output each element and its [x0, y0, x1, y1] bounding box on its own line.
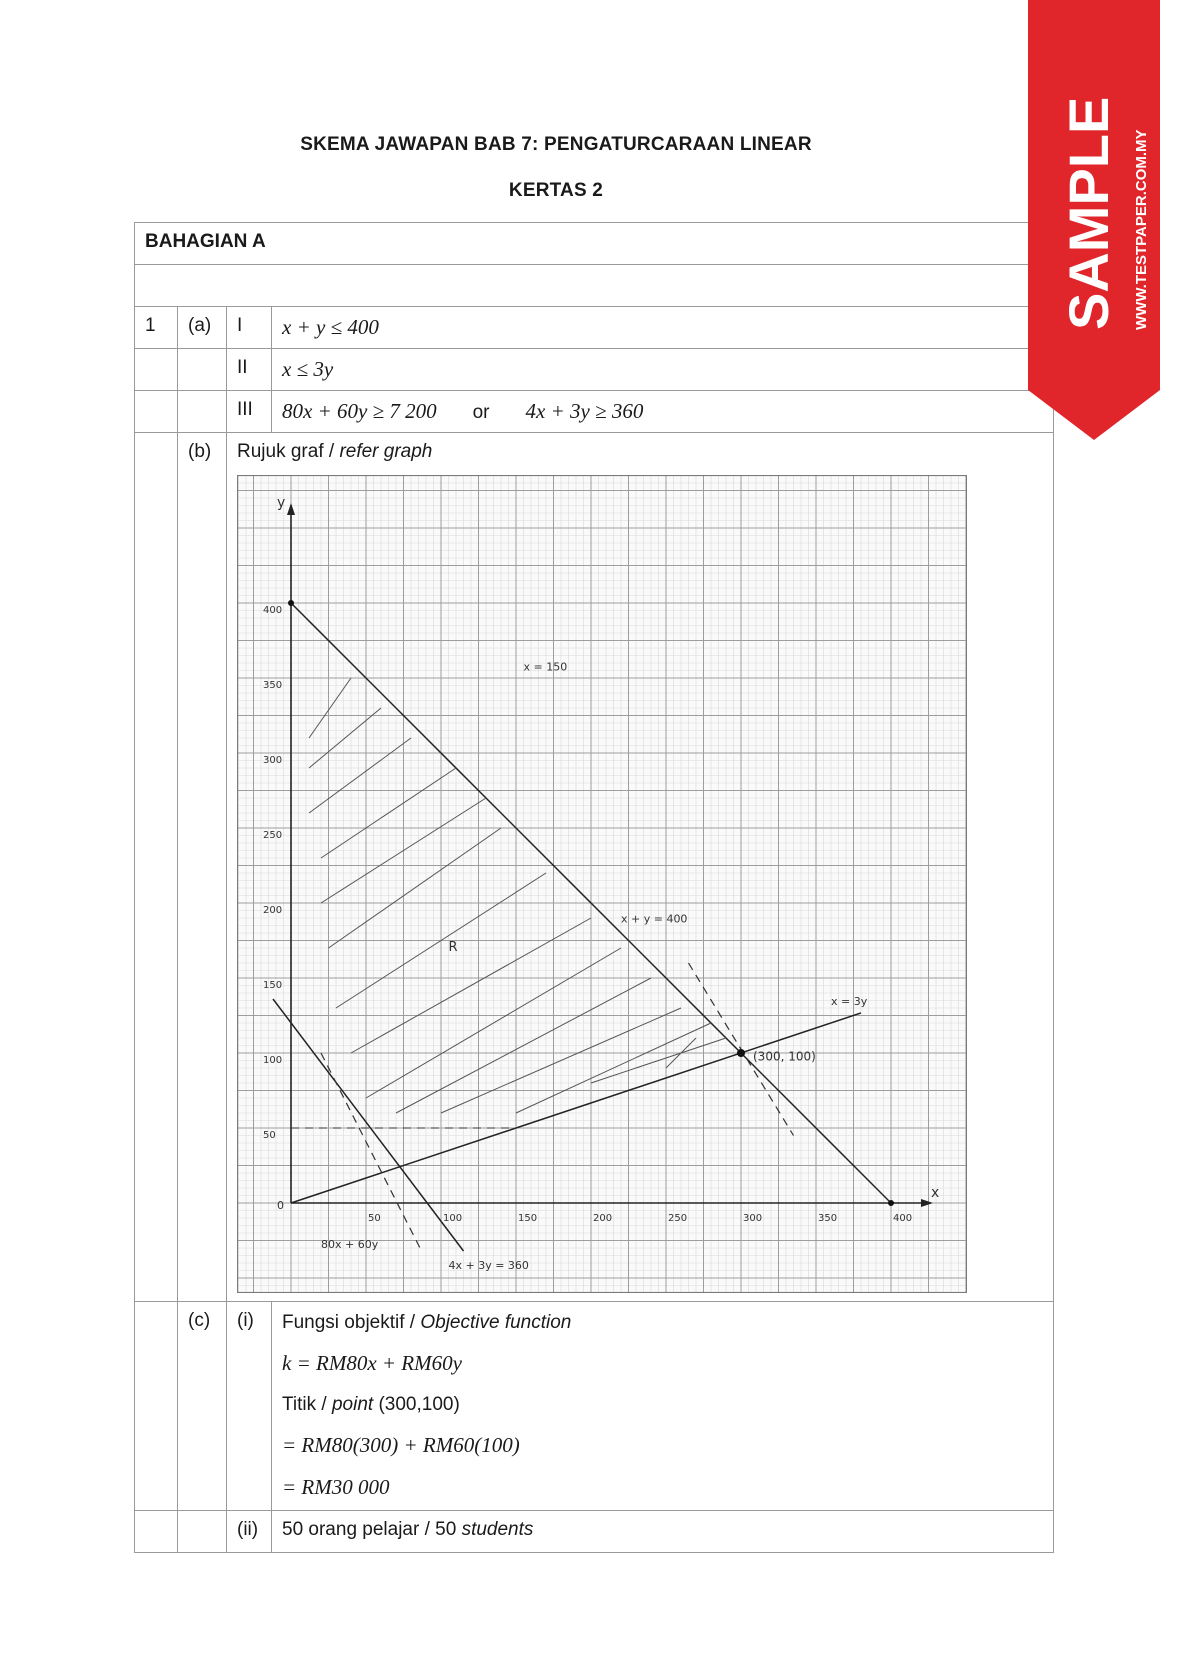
section-row	[135, 223, 1054, 265]
label-x-3y: x = 3y	[831, 995, 868, 1008]
answer-scheme-table	[134, 222, 1054, 1553]
optimal-point	[737, 1049, 745, 1057]
question-number: 1	[135, 307, 178, 349]
part-label-c: (c)	[178, 1302, 227, 1511]
roman-i: I	[227, 307, 272, 349]
x-tick-label: 400	[893, 1213, 913, 1224]
label-x-150: x = 150	[523, 660, 568, 674]
x-tick-label: 50	[368, 1213, 381, 1224]
y-tick-label: 300	[263, 755, 283, 766]
graph-cell	[227, 433, 1054, 1302]
y-tick-label: 250	[263, 830, 283, 841]
sample-ribbon-watermark	[1028, 0, 1160, 440]
x-tick-label: 300	[743, 1213, 763, 1224]
x-tick-label: 200	[593, 1213, 613, 1224]
objective-function-working: Fungsi objektif / Objective function k = RM80x + RM60y Titik / point (300,100) = RM80(300) + RM60(100) = RM30 000	[272, 1302, 1054, 1511]
x-tick-label: 150	[518, 1213, 538, 1224]
row-1a-iii	[135, 391, 1054, 433]
roman-c-ii: (ii)	[227, 1511, 272, 1553]
label-4x-3y-360: 4x + 3y = 360	[448, 1259, 529, 1272]
label-optimal-point: (300, 100)	[753, 1049, 816, 1064]
row-1c-i	[135, 1302, 1054, 1511]
section-heading: BAHAGIAN A	[135, 223, 1054, 265]
y-tick-label: 50	[263, 1130, 276, 1141]
row-1a-ii	[135, 349, 1054, 391]
linear-programming-graph	[237, 475, 967, 1293]
roman-ii: II	[227, 349, 272, 391]
row-1c-ii	[135, 1511, 1054, 1553]
sample-text: SAMPLE	[1057, 96, 1120, 330]
roman-c-i: (i)	[227, 1302, 272, 1511]
y-tick-label: 350	[263, 680, 283, 691]
page-subtitle: KERTAS 2	[508, 180, 604, 201]
refer-graph-text: Rujuk graf / refer graph	[237, 441, 433, 462]
label-80x-60y: 80x + 60y	[321, 1238, 379, 1251]
x-tick-label: 250	[668, 1213, 688, 1224]
x-axis-label: x	[931, 1185, 940, 1201]
y-intercept-point	[288, 600, 294, 606]
y-tick-label: 100	[263, 1055, 283, 1066]
x-intercept-point	[888, 1200, 894, 1206]
row-1b	[135, 433, 1054, 1302]
x-tick-label: 100	[443, 1213, 463, 1224]
roman-iii: III	[227, 391, 272, 433]
part-label-b: (b)	[178, 433, 227, 1302]
students-answer: 50 orang pelajar / 50 students	[272, 1511, 1054, 1553]
label-x-plus-y-400: x + y = 400	[621, 912, 688, 926]
page-title: SKEMA JAWAPAN BAB 7: PENGATURCARAAN LINEAR	[300, 134, 812, 155]
part-label-a: (a)	[178, 307, 227, 349]
watermark-url: WWW.TESTPAPER.COM.MY	[1133, 129, 1150, 330]
y-axis-label: y	[277, 495, 286, 511]
inequality-1: x + y ≤ 400	[272, 307, 1054, 349]
row-1a-i	[135, 307, 1054, 349]
y-tick-label: 150	[263, 980, 283, 991]
y-tick-label: 400	[263, 605, 283, 616]
y-tick-label: 200	[263, 905, 283, 916]
label-region-r: R	[448, 940, 458, 955]
origin-label: 0	[277, 1199, 284, 1212]
inequality-2: x ≤ 3y	[272, 349, 1054, 391]
x-tick-label: 350	[818, 1213, 838, 1224]
blank-row	[135, 265, 1054, 307]
inequality-3: 80x + 60y ≥ 7 200 or 4x + 3y ≥ 360	[272, 391, 1054, 433]
